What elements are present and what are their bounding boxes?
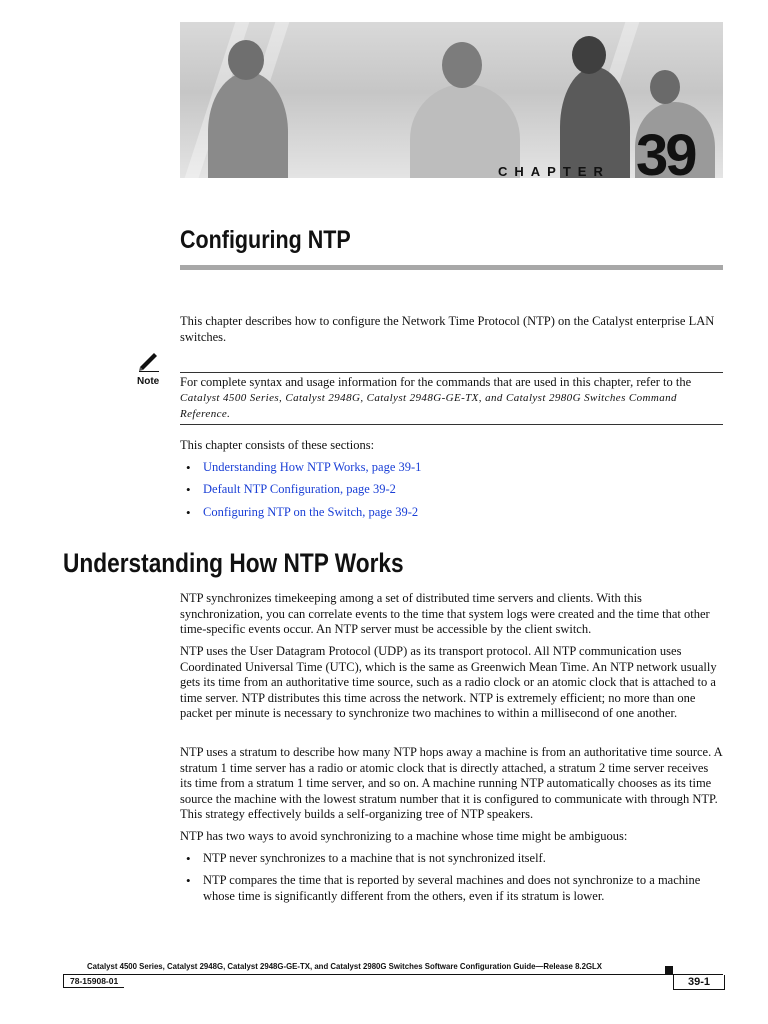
toc-link-configuring[interactable]: Configuring NTP on the Switch, page 39-2 <box>203 504 419 519</box>
body-paragraph: NTP uses the User Datagram Protocol (UDP) as its transport protocol. All NTP communication uses Coordinated Universal Time (UTC), which is the same as Greenwich Mean Time. An NTP network usually gets its time from an authoritative time source, such as a radio clock or an atomic clock that is attached to a time server. NTP distributes this time across the network. NTP is extremely efficient; no more than one packet per minute is necessary to synchronize two machines to within a millisecond of one another. <box>180 644 717 721</box>
toc-list <box>186 460 723 527</box>
page-number: 39-1 <box>673 975 725 990</box>
note-reference: Catalyst 4500 Series, Catalyst 2948G, Catalyst 2948G-GE-TX, and Catalyst 2980G Switches Command Reference. <box>180 392 677 420</box>
toc-link-understanding[interactable]: Understanding How NTP Works, page 39-1 <box>203 460 422 474</box>
title-divider <box>180 265 723 270</box>
toc-item <box>186 460 723 476</box>
note-text <box>180 375 723 422</box>
chapter-number: 39 <box>636 123 695 188</box>
footer-divider <box>63 974 723 975</box>
section-heading: Understanding How NTP Works <box>63 548 404 578</box>
note-top-divider <box>180 372 723 373</box>
footer-doc-number: 78-15908-01 <box>63 975 124 988</box>
note-bottom-divider <box>180 424 723 425</box>
chapter-label: CHAPTER <box>498 164 610 179</box>
list-item: • NTP compares the time that is reported by several machines and does not synchronize to a machine whose time is significantly different from the others, even if its stratum is lower. <box>186 873 723 904</box>
body-paragraph: NTP uses a stratum to describe how many NTP hops away a machine is from an authoritative time source. A stratum 1 time server has a radio or atomic clock that is directly attached, a stratum 2 time server receives its time from a stratum 1 time server, and so on. A machine running NTP automatically chooses as its time source the machine with the lowest stratum number that it is configured to communicate with through NTP. This strategy effectively builds a self-organizing tree of NTP speakers. <box>180 745 723 822</box>
toc-link-default-config[interactable]: Default NTP Configuration, page 39-2 <box>203 482 396 497</box>
toc-item <box>186 482 723 498</box>
list-item: • NTP never synchronizes to a machine that is not synchronized itself. <box>186 851 723 867</box>
note-body: For complete syntax and usage information for the commands that are used in this chapter, refer to the <box>180 375 692 389</box>
toc-item <box>186 505 723 521</box>
body-paragraph: NTP synchronizes timekeeping among a set of distributed time servers and clients. With this synchronization, you can correlate events to the time that system logs were created and the time that other time-specific events occur. An NTP server must be accessible by the client switch. <box>180 591 710 637</box>
pencil-note-icon <box>138 352 160 372</box>
sections-intro: This chapter consists of these sections: <box>180 438 375 452</box>
intro-paragraph: This chapter describes how to configure the Network Time Protocol (NTP) on the Catalyst enterprise LAN switches. <box>180 314 715 344</box>
note-label: Note <box>137 376 160 387</box>
body-bullet-list <box>186 851 723 911</box>
footer-book-title: Catalyst 4500 Series, Catalyst 2948G, Catalyst 2948G-GE-TX, and Catalyst 2980G Switches Software Configuration Guide—Release 8.2GLX <box>87 961 603 971</box>
footer-marker <box>665 966 673 974</box>
page-title: Configuring NTP <box>180 226 351 254</box>
body-paragraph: NTP has two ways to avoid synchronizing to a machine whose time might be ambiguous: <box>180 829 628 843</box>
